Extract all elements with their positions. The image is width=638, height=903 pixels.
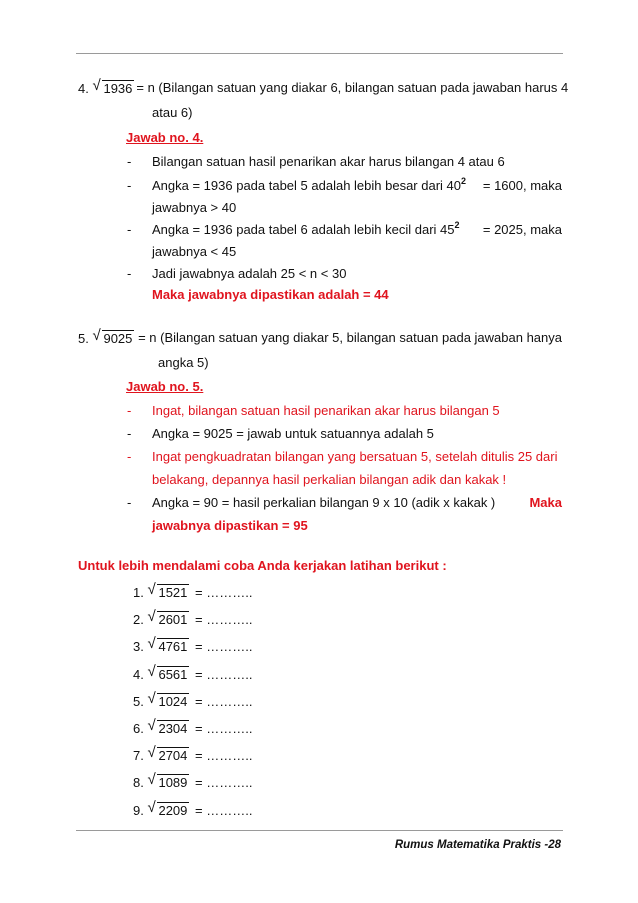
exercise-item-blank: = ………..	[195, 666, 253, 682]
q5-dash-4: -	[127, 495, 132, 510]
q5-conclusion: jawabnya dipastikan = 95	[152, 518, 308, 533]
q5-dash-2: -	[127, 426, 132, 441]
exercise-item-sqrt	[147, 798, 189, 819]
q4-step-2	[152, 178, 562, 194]
exercise-item-number: 5.	[133, 693, 144, 709]
header-rule	[76, 53, 563, 54]
radical-icon: √	[92, 327, 101, 344]
q5-cont: angka 5)	[158, 355, 209, 370]
radical-icon: √	[147, 771, 156, 789]
exercise-item-number: 8.	[133, 775, 144, 791]
q4-dash-3: -	[127, 222, 132, 237]
footer-rule	[76, 830, 563, 831]
q4-dash-2: -	[127, 178, 132, 193]
q4-step-3	[152, 222, 562, 238]
radical-icon: √	[147, 798, 156, 816]
exercise-item-radicand: 1521	[158, 585, 188, 600]
exercise-item	[133, 798, 253, 819]
exercise-item-sqrt	[147, 635, 189, 655]
q5-radicand: 9025	[103, 331, 133, 346]
exercise-item	[133, 608, 253, 628]
exercise-item-sqrt	[147, 608, 189, 628]
exercise-item-number: 6.	[133, 721, 144, 736]
exercise-item-number: 4.	[133, 666, 144, 682]
radical-icon: √	[147, 608, 156, 626]
q5-dash-3: -	[127, 449, 132, 464]
exercise-item	[133, 717, 253, 737]
q5-step-1: Ingat, bilangan satuan hasil penarikan akar harus bilangan 5	[152, 403, 500, 418]
q4-line	[78, 77, 569, 97]
exercise-item-sqrt	[147, 717, 189, 737]
exercise-item-radicand: 1089	[158, 775, 188, 791]
exercise-item	[133, 635, 253, 655]
q4-step-3-text: Angka = 1936 pada tabel 6 adalah lebih kecil dari 45	[152, 222, 455, 237]
radical-icon: √	[147, 581, 156, 598]
exercise-item-sqrt	[147, 744, 189, 764]
exercise-item-blank: = ………..	[195, 585, 253, 600]
q4-step-2-end: = 1600, maka	[482, 178, 562, 193]
exercise-item-number: 2.	[133, 612, 144, 628]
q4-sqrt	[92, 77, 134, 97]
exercise-item-radicand: 2601	[158, 612, 188, 628]
exercise-item-number: 3.	[133, 639, 144, 655]
q4-dash-1: -	[127, 154, 132, 169]
exercise-item	[133, 771, 253, 791]
exercise-item-radicand: 2704	[158, 748, 188, 764]
exercise-item	[133, 581, 253, 601]
exercise-item-blank: = ………..	[195, 721, 253, 736]
exercise-item-blank: = ………..	[195, 802, 253, 818]
q4-number: 4.	[78, 81, 89, 96]
radical-icon: √	[147, 744, 156, 762]
q4-step-4: Jadi jawabnya adalah 25 < n < 30	[152, 266, 347, 281]
exercise-item-blank: = ………..	[195, 612, 253, 628]
q5-step-4-text: Angka = 90 = hasil perkalian bilangan 9 x 10 (adik x kakak )	[152, 495, 496, 510]
exercise-item-blank: = ………..	[195, 693, 253, 709]
exercise-item	[133, 662, 253, 683]
q5-step-2: Angka = 9025 = jawab untuk satuannya adalah 5	[152, 426, 434, 441]
q4-step-3-cont: jawabnya < 45	[152, 244, 237, 259]
exercise-item-sqrt	[147, 771, 189, 791]
exercise-item-radicand: 6561	[158, 666, 188, 682]
exercise-item	[133, 689, 253, 710]
exercise-item-radicand: 2209	[158, 802, 188, 818]
q4-step-2-cont: jawabnya > 40	[152, 200, 237, 215]
q4-sup-2: 2	[454, 220, 460, 230]
q4-step-2-text: Angka = 1936 pada tabel 5 adalah lebih besar dari 40	[152, 178, 461, 193]
exercise-item-blank: = ………..	[195, 639, 253, 655]
footer-text: Rumus Matematika Praktis -28	[394, 839, 561, 851]
q4-step-1: Bilangan satuan hasil penarikan akar harus bilangan 4 atau 6	[152, 154, 505, 169]
exercise-item-number: 1.	[133, 585, 144, 600]
exercise-item-sqrt	[147, 581, 189, 601]
q5-step-3-cont: belakang, depannya hasil perkalian bilangan adik dan kakak !	[152, 472, 507, 487]
q5-number: 5.	[78, 331, 89, 346]
exercise-item-blank: = ………..	[195, 748, 253, 764]
q4-text: = n (Bilangan satuan yang diakar 6, bilangan satuan pada jawaban harus 4	[136, 80, 569, 95]
q4-conclusion: Maka jawabnya dipastikan adalah = 44	[152, 287, 389, 302]
q4-answer-heading: Jawab no. 4.	[126, 130, 204, 145]
q5-text: = n (Bilangan satuan yang diakar 5, bilangan satuan pada jawaban hanya	[138, 330, 562, 345]
radical-icon: √	[147, 717, 156, 734]
radical-icon: √	[147, 635, 156, 653]
exercise-item-number: 7.	[133, 748, 144, 764]
q5-answer-heading: Jawab no. 5.	[126, 379, 204, 394]
q4-radicand: 1936	[103, 81, 133, 96]
exercise-item	[133, 744, 253, 764]
exercise-item-radicand: 1024	[158, 693, 188, 709]
exercise-item-sqrt	[147, 689, 189, 710]
q5-step-4-end: Maka	[529, 495, 562, 510]
q5-step-3: Ingat pengkuadratan bilangan yang bersatuan 5, setelah ditulis 25 dari	[152, 449, 558, 464]
radical-icon: √	[147, 689, 156, 707]
q4-sup-1: 2	[461, 176, 467, 186]
q5-sqrt	[92, 327, 134, 347]
exercise-item-radicand: 2304	[158, 721, 188, 736]
q5-step-4	[152, 495, 562, 511]
exercise-item-number: 9.	[133, 802, 144, 818]
q5-line	[78, 327, 562, 347]
q4-dash-4: -	[127, 266, 132, 281]
exercise-item-blank: = ………..	[195, 775, 253, 791]
q4-step-3-end: = 2025, maka	[482, 222, 562, 237]
q5-dash-1: -	[127, 403, 132, 418]
exercise-item-radicand: 4761	[158, 639, 188, 655]
exercise-item-sqrt	[147, 662, 189, 683]
radical-icon: √	[147, 662, 156, 680]
exercise-heading: Untuk lebih mendalami coba Anda kerjakan latihan berikut :	[78, 558, 447, 573]
radical-icon: √	[92, 77, 101, 94]
q4-cont: atau 6)	[152, 105, 193, 120]
